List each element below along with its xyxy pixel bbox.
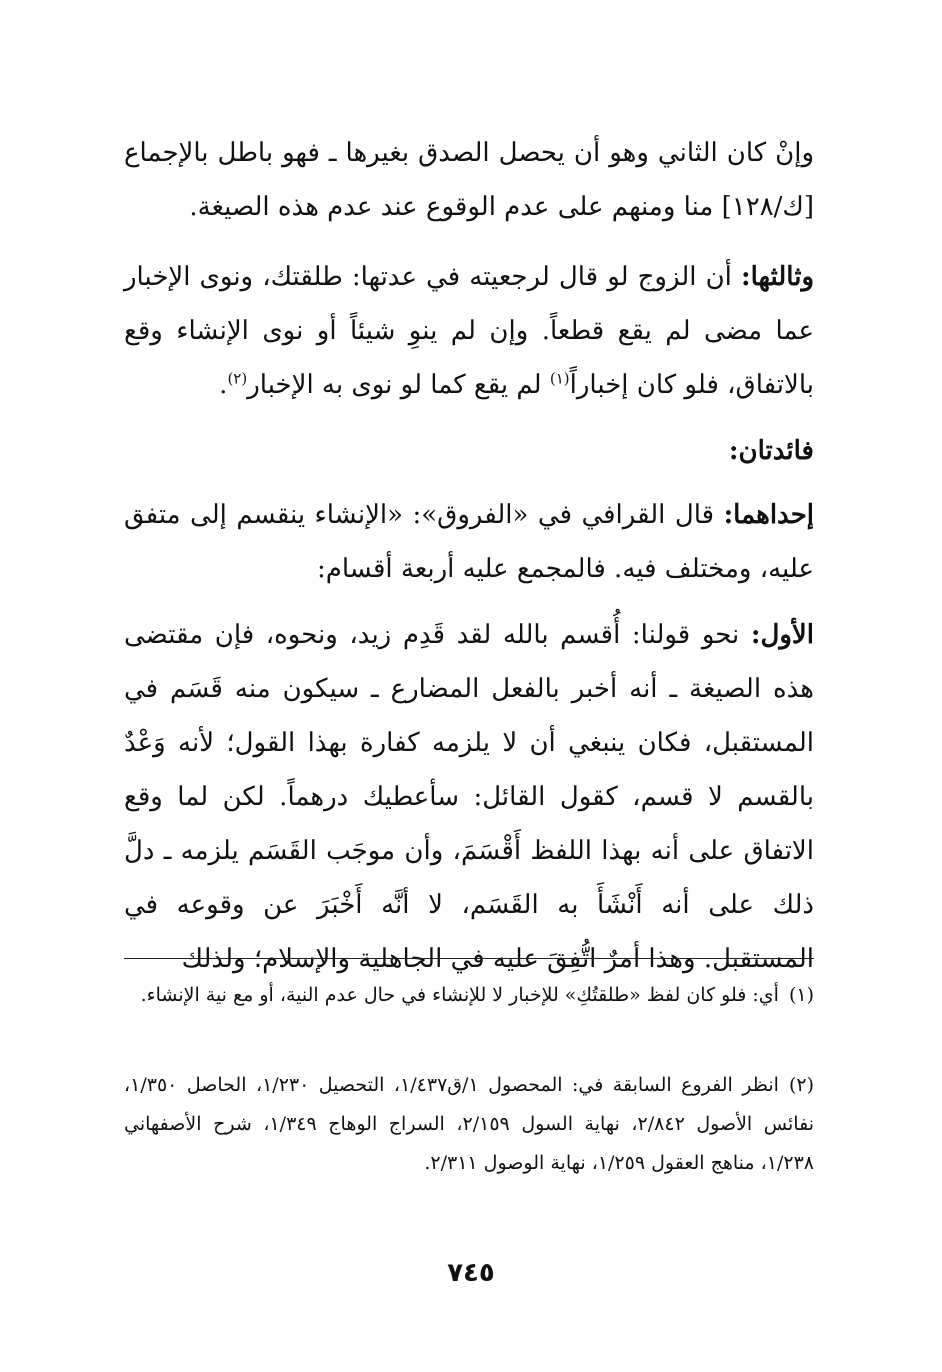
footnote-1-number: (١) (788, 984, 814, 1006)
footnote-2-text: انظر الفروع السابقة في: المحصول ١/ق١/٤٣٧، التحصيل ١/٢٣٠، الحاصل ١/٣٥٠، نفائس الأصول ٢/٨٤٢، نهاية السول ٢/١٥٩، السراج الوهاج ١/٣٤٩، شرح الأصفهاني ١/٢٣٨، مناهج العقول ١/٢٥٩، نهاية الوصول ٢/٣١١. (124, 1074, 814, 1174)
footnote-1-text: أي: فلو كان لفظ «طلقتُكِ» للإخبار لا للإنشاء في حال عدم النية، أو مع نية الإنشاء. (140, 984, 779, 1006)
paragraph-2-lead: وثالثها: (741, 262, 815, 292)
paragraph-4 (124, 488, 814, 596)
footnote-ref-2[interactable]: (٢) (227, 369, 248, 388)
paragraph-1 (124, 126, 814, 234)
paragraph-4-lead: إحداهما: (723, 500, 814, 530)
footnote-1 (124, 976, 814, 1015)
paragraph-2 (124, 250, 814, 412)
paragraph-1-text: وإنْ كان الثاني وهو أن يحصل الصدق بغيرها ـ فهو باطل بالإجماع [ك/١٢٨] منا ومنهم على عدم الوقوع عند عدم هذه الصيغة. (124, 138, 814, 222)
paragraph-2-text-a: أن الزوج لو قال لرجعيته في عدتها: طلقتك، ونوى الإخبار عما مضى لم يقع قطعاً. وإن لم ينوِ شيئاً أو نوى الإنشاء وقع بالاتفاق، فلو كان إخباراً (124, 262, 814, 400)
paragraph-5-text: نحو قولنا: أُقسم بالله لقد قَدِم زيد، ونحوه، فإن مقتضى هذه الصيغة ـ أنه أخبر بالفعل المضارع ـ سيكون منه قَسَم في المستقبل، فكان ينبغي أن لا يلزمه كفارة بهذا القول؛ لأنه وَعْدٌ بالقسم لا قسم، كقول القائل: سأعطيك درهماً. لكن لما وقع الاتفاق على أنه بهذا اللفظ أَقْسَمَ، وأن موجَب القَسَم يلزمه ـ دلَّ ذلك على أنه أَنْشَأَ به القَسَم، لا أنَّه أَخْبَرَ عن وقوعه في المستقبل. وهذا أمرٌ اتُّفِقَ عليه في الجاهلية والإسلام؛ ولذلك (124, 620, 814, 974)
paragraph-2-end: . (219, 370, 228, 400)
paragraph-4-text: قال القرافي في «الفروق»: «الإنشاء ينقسم إلى متفق عليه، ومختلف فيه. فالمجمع عليه أربعة أقسام: (124, 500, 814, 584)
paragraph-5-lead: الأول: (750, 620, 814, 650)
paragraph-2-text-b: لم يقع كما لو نوى به الإخبار (247, 370, 542, 400)
footnote-2-number: (٢) (788, 1074, 814, 1096)
page-number: ٧٤٥ (447, 1258, 495, 1288)
footnote-ref-1[interactable]: (١) (549, 369, 570, 388)
footnote-divider (124, 958, 814, 959)
paragraph-5 (124, 608, 814, 986)
footnote-2 (124, 1066, 814, 1183)
section-heading (124, 424, 814, 478)
section-heading-text: فائدتان: (728, 436, 814, 466)
